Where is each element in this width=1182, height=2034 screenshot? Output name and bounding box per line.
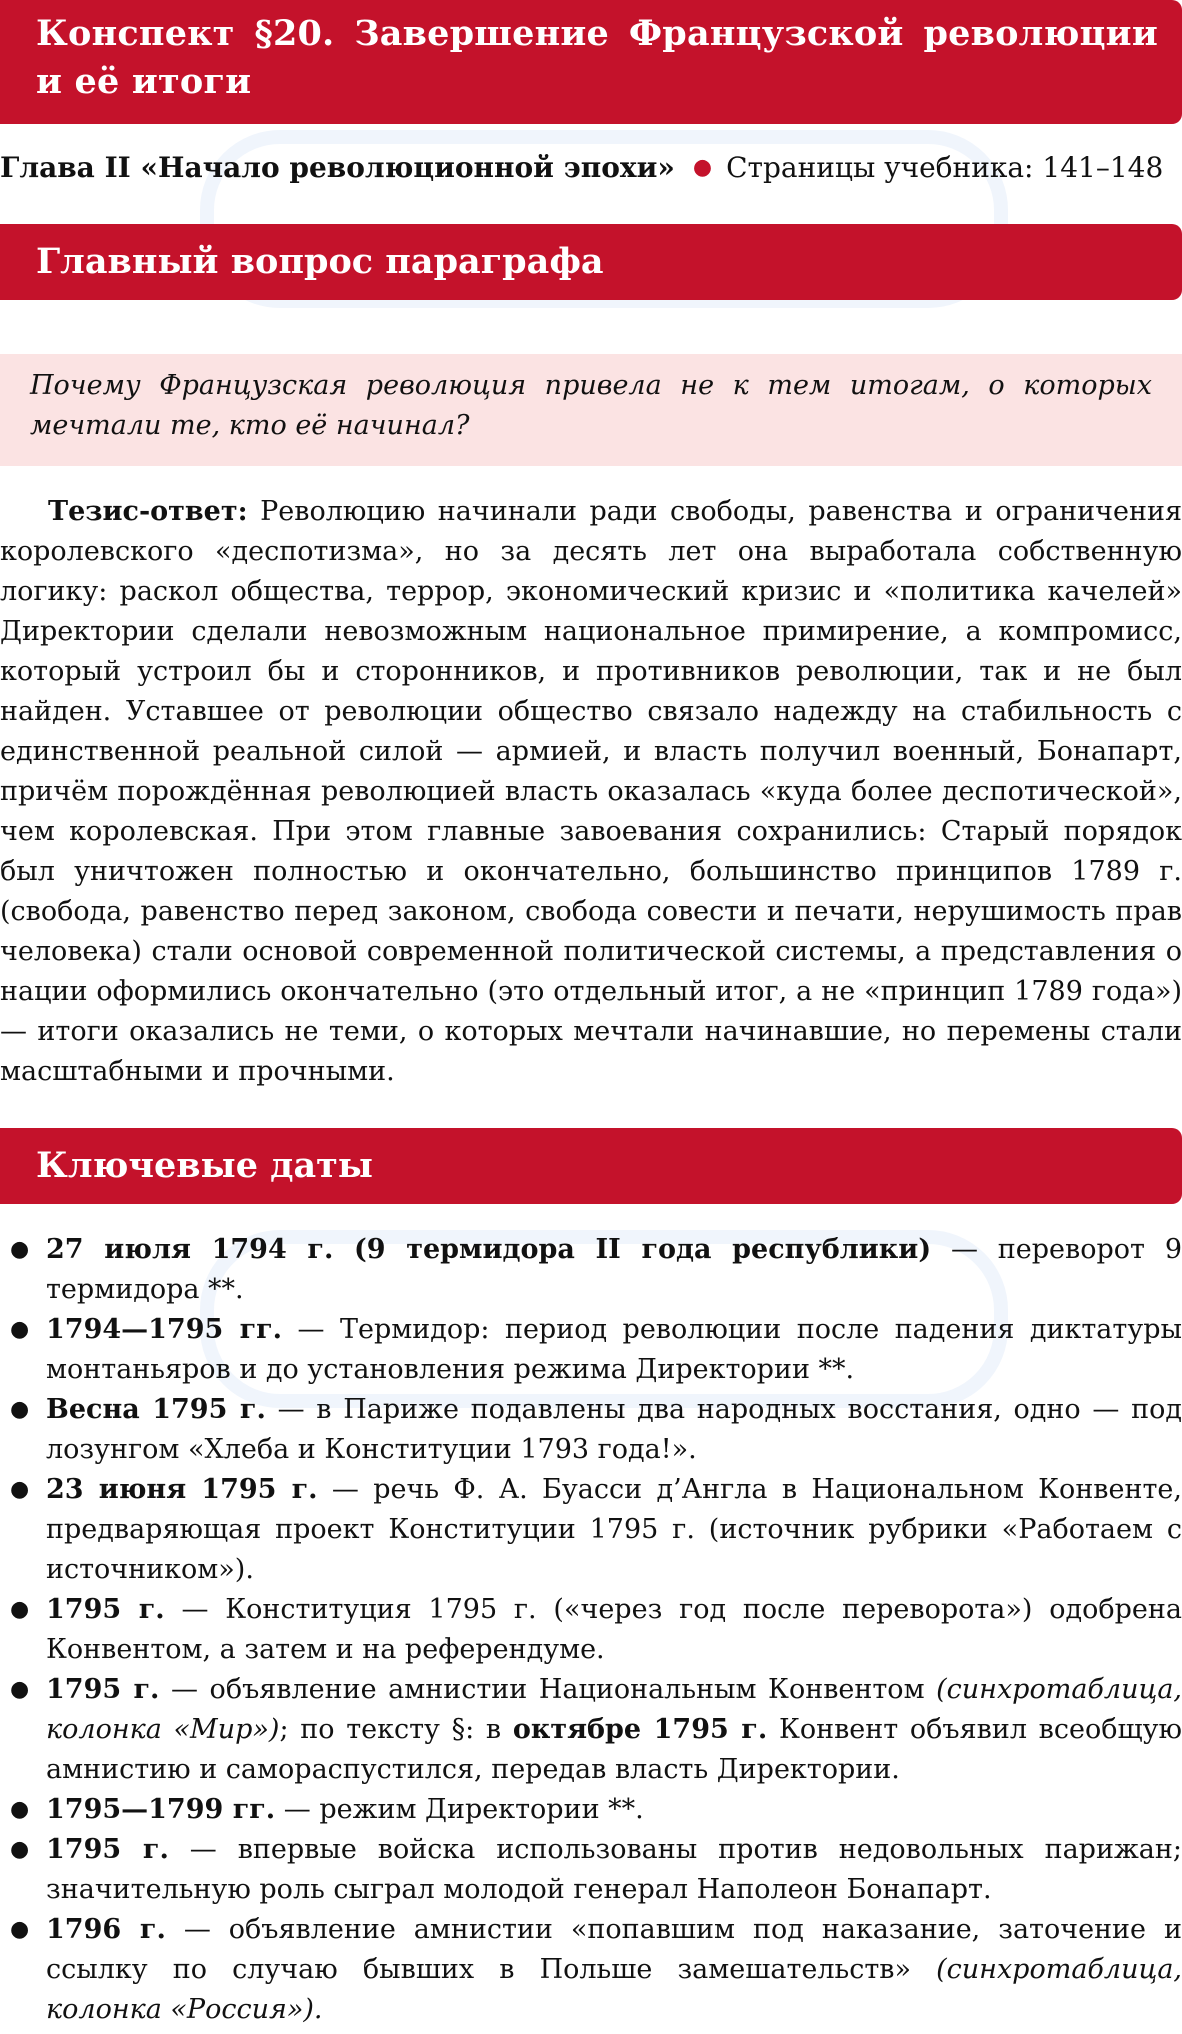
main-question-heading: Главный вопрос параграфа: [0, 224, 1182, 300]
main-question-text: Почему Французская революция привела не к тем итогам, о которых мечтали те, кто её начинал?: [30, 370, 1152, 441]
bullet-icon: ●: [10, 1237, 30, 1262]
bullet-icon: ●: [10, 1797, 30, 1822]
date-description: — объявление амнистии Национальным Конвентом: [159, 1674, 937, 1705]
date-description: — Конституция 1795 г. («через год после переворота») одобрена Конвентом, а затем и на референдуме.: [46, 1594, 1182, 1665]
source-note: (синхротаблица, колонка «Мир»): [46, 1674, 1182, 1745]
date-label: 1796 г.: [46, 1914, 166, 1945]
chapter-line: [0, 146, 1182, 190]
bullet-icon: ●: [10, 1597, 30, 1622]
date-label: 1795 г.: [46, 1674, 160, 1705]
bullet-icon: ●: [10, 1837, 30, 1862]
textbook-pages: Страницы учебника: 141–148: [726, 151, 1164, 184]
key-dates-list: [0, 1230, 1182, 2030]
date-description-end: Конвент объявил всеобщую амнистию и самораспустился, передав власть Директории.: [46, 1714, 1182, 1785]
thesis-text: Революцию начинали ради свободы, равенства и ограничения королевского «деспотизма», но за десять лет она выработала собственную логику: раскол общества, террор, экономический кризис и «политика качелей» Директории сделали невозможным национальное примирение, а компромисс, который устроил бы и сторонников, и противников революции, так и не был найден. Уставшее от революции общество связало надежду на стабильность с единственной реальной силой — армией, и власть получил военный, Бонапарт, причём порождённая революцией власть оказалась «куда более деспотической», чем королевская. При этом главные завоевания сохранились: Старый порядок был уничтожен полностью и окончательно, большинство принципов 1789 г. (свобода, равенство перед законом, свобода совести и печати, нерушимость прав человека) стали основой современной политической системы, а представления о нации оформились окончательно (это отдельный итог, а не «принцип 1789 года») — итоги оказались не теми, о которых мечтали начинавшие, но перемены стали масштабными и прочными.: [0, 496, 1182, 1087]
list-item: [0, 1910, 1182, 2030]
page-title: Конспект §20. Завершение Французской революции и её итоги: [0, 0, 1182, 124]
bullet-icon: ●: [10, 1397, 30, 1422]
list-item: [0, 1670, 1182, 1790]
list-item: [0, 1790, 1182, 1830]
separator-dot: ●: [692, 155, 713, 180]
bullet-icon: ●: [10, 1317, 30, 1342]
list-item: [0, 1470, 1182, 1590]
list-item: [0, 1310, 1182, 1390]
date-label: 23 июня 1795 г.: [46, 1474, 318, 1505]
date-description-cont: ; по тексту §: в: [279, 1714, 513, 1745]
date-description: — переворот 9 термидора **.: [46, 1234, 1182, 1305]
date-description: — речь Ф. А. Буасси д’Англа в Национальном Конвенте, предваряющая проект Конституции 1795 г. (источник рубрики «Работаем с источником»).: [46, 1474, 1182, 1585]
date-description: — в Париже подавлены два народных восстания, одно — под лозунгом «Хлеба и Конституции 1793 года!».: [46, 1394, 1182, 1465]
date-label: 27 июля 1794 г. (9 термидора II года республики): [46, 1234, 932, 1265]
source-note: (синхротаблица, колонка «Россия»).: [46, 1954, 1182, 2025]
chapter-name: Глава II «Начало революционной эпохи»: [0, 151, 675, 184]
date-description: — режим Директории **.: [275, 1794, 644, 1825]
list-item: [0, 1590, 1182, 1670]
date-label: 1795—1799 гг.: [46, 1794, 276, 1825]
main-question-box: [0, 354, 1182, 466]
date-label-inline: октябре 1795 г.: [512, 1714, 768, 1745]
key-dates-heading: Ключевые даты: [0, 1128, 1182, 1204]
date-label: 1795 г.: [46, 1594, 165, 1625]
bullet-icon: ●: [10, 1477, 30, 1502]
date-description: — Термидор: период революции после падения диктатуры монтаньяров и до установления режима Директории **.: [46, 1314, 1182, 1385]
date-description: — объявление амнистии «попавшим под наказание, заточение и ссылку по случаю бывших в Польше замешательств»: [46, 1914, 1182, 1985]
date-label: 1794—1795 гг.: [46, 1314, 283, 1345]
bullet-icon: ●: [10, 1677, 30, 1702]
thesis-label: Тезис-ответ:: [48, 496, 248, 527]
date-label: Весна 1795 г.: [46, 1394, 266, 1425]
thesis-answer: [0, 492, 1182, 1092]
list-item: [0, 1830, 1182, 1910]
list-item: [0, 1230, 1182, 1310]
date-description: — впервые войска использованы против недовольных парижан; значительную роль сыграл молодой генерал Наполеон Бонапарт.: [46, 1834, 1182, 1905]
date-label: 1795 г.: [46, 1834, 169, 1865]
bullet-icon: ●: [10, 1917, 30, 1942]
list-item: [0, 1390, 1182, 1470]
